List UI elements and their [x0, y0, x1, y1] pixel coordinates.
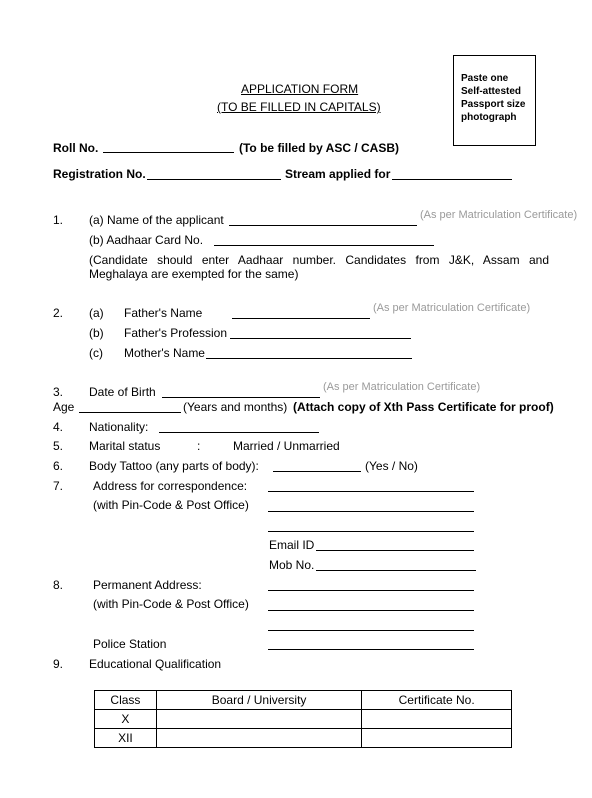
permanent-address-line3[interactable]: [268, 630, 474, 631]
tattoo-field[interactable]: [273, 471, 361, 472]
nationality-field[interactable]: [159, 432, 319, 433]
q1-number: 1.: [53, 213, 64, 227]
roll-no-note: (To be filled by ASC / CASB): [239, 141, 400, 155]
permanent-address-line2[interactable]: [268, 610, 474, 611]
table-cell-board[interactable]: [156, 710, 361, 729]
correspondence-address-line1[interactable]: [268, 491, 474, 492]
registration-no-field[interactable]: [147, 179, 281, 180]
permanent-address-line1[interactable]: [268, 590, 474, 591]
table-header-cell: Certificate No.: [362, 691, 512, 710]
q7-number: 7.: [53, 479, 64, 493]
photo-box-text: Paste one Self-attested Passport size photograph: [461, 73, 526, 123]
q3-number: 3.: [53, 385, 64, 399]
aadhaar-label: (b) Aadhaar Card No.: [89, 233, 204, 247]
correspondence-address-line2[interactable]: [268, 511, 474, 512]
mobile-label: Mob No.: [269, 558, 315, 572]
education-table: [94, 690, 512, 748]
age-attach-note: (Attach copy of Xth Pass Certificate for proof): [293, 400, 554, 414]
applicant-name-note: (As per Matriculation Certificate): [420, 209, 578, 221]
table-header-cell: Class: [95, 691, 157, 710]
email-field[interactable]: [316, 550, 474, 551]
stream-label: Stream applied for: [285, 167, 391, 181]
marital-status-colon: :: [197, 439, 201, 453]
email-label: Email ID: [269, 538, 315, 552]
aadhaar-field[interactable]: [214, 245, 434, 246]
dob-field[interactable]: [162, 397, 320, 398]
permanent-address-sublabel: (with Pin-Code & Post Office): [93, 597, 249, 611]
nationality-label: Nationality:: [89, 420, 149, 434]
table-cell-class: XII: [95, 729, 157, 748]
dob-note: (As per Matriculation Certificate): [323, 381, 481, 393]
table-header-row: [95, 691, 512, 710]
correspondence-address-label: Address for correspondence:: [93, 479, 248, 493]
q9-number: 9.: [53, 657, 64, 671]
mobile-field[interactable]: [316, 570, 476, 571]
age-note: (Years and months): [183, 400, 288, 414]
q2a-marker: (a): [89, 306, 104, 320]
mother-name-label: Mother's Name: [124, 346, 205, 360]
q6-number: 6.: [53, 459, 64, 473]
stream-field[interactable]: [392, 179, 512, 180]
mother-name-field[interactable]: [206, 358, 412, 359]
aadhaar-note-line1: (Candidate should enter Aadhaar number. Candidates from J&K, Assam and: [89, 253, 549, 267]
applicant-name-label: (a) Name of the applicant: [89, 213, 224, 227]
photo-box: [453, 55, 536, 146]
table-cell-certificate[interactable]: [362, 729, 512, 748]
age-field[interactable]: [79, 412, 181, 413]
father-name-note: (As per Matriculation Certificate): [373, 302, 531, 314]
form-title: APPLICATION FORM: [241, 82, 359, 96]
q2-number: 2.: [53, 306, 64, 320]
q8-number: 8.: [53, 578, 64, 592]
roll-no-field[interactable]: [103, 152, 234, 153]
roll-no-label: Roll No.: [53, 141, 99, 155]
police-station-label: Police Station: [93, 637, 167, 651]
table-row: [95, 710, 512, 729]
permanent-address-label: Permanent Address:: [93, 578, 202, 592]
q2c-marker: (c): [89, 346, 103, 360]
form-subtitle: (TO BE FILLED IN CAPITALS): [217, 100, 381, 114]
marital-status-options[interactable]: Married / Unmarried: [233, 439, 340, 453]
education-label: Educational Qualification: [89, 657, 222, 671]
tattoo-options: (Yes / No): [365, 459, 418, 473]
age-label: Age: [53, 400, 75, 414]
aadhaar-note-line2: Meghalaya are exempted for the same): [89, 267, 299, 281]
father-profession-label: Father's Profession: [124, 326, 228, 340]
table-cell-board[interactable]: [156, 729, 361, 748]
correspondence-address-line3[interactable]: [268, 531, 474, 532]
table-cell-certificate[interactable]: [362, 710, 512, 729]
father-name-field[interactable]: [232, 318, 370, 319]
table-row: [95, 729, 512, 748]
dob-label: Date of Birth: [89, 385, 156, 399]
police-station-field[interactable]: [268, 649, 474, 650]
marital-status-label: Marital status: [89, 439, 161, 453]
q2b-marker: (b): [89, 326, 104, 340]
table-header-cell: Board / University: [156, 691, 361, 710]
correspondence-address-sublabel: (with Pin-Code & Post Office): [93, 498, 249, 512]
q4-number: 4.: [53, 420, 64, 434]
tattoo-label: Body Tattoo (any parts of body):: [89, 459, 259, 473]
applicant-name-field[interactable]: [229, 225, 417, 226]
table-cell-class: X: [95, 710, 157, 729]
father-profession-field[interactable]: [230, 338, 411, 339]
registration-no-label: Registration No.: [53, 167, 146, 181]
father-name-label: Father's Name: [124, 306, 203, 320]
q5-number: 5.: [53, 439, 64, 453]
